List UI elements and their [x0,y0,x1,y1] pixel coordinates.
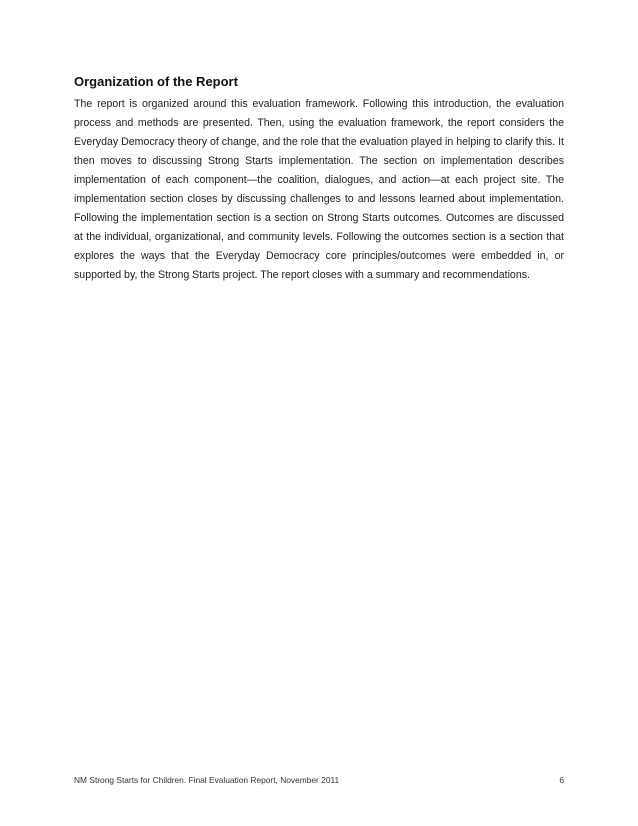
section-heading: Organization of the Report [74,74,238,89]
page-number: 6 [559,775,564,785]
footer-report-title: NM Strong Starts for Children. Final Evaluation Report, November 2011 [74,775,340,785]
body-paragraph: The report is organized around this evaluation framework. Following this introduction, the evaluation process and methods are presented. Then, using the evaluation framework, the report considers the Everyday Democracy theory of change, and the role that the evaluation played in helping to clarify this. It then moves to discussing Strong Starts implementation. The section on implementation describes implementation of each component—the coalition, dialogues, and action—at each project site. The implementation section closes by discussing challenges to and lessons learned about implementation. Following the implementation section is a section on Strong Starts outcomes. Outcomes are discussed at the individual, organizational, and community levels. Following the outcomes section is a section that explores the ways that the Everyday Democracy core principles/outcomes were embedded in, or supported by, the Strong Starts project. The report closes with a summary and recommendations. [74,98,564,281]
page-footer [74,773,564,787]
